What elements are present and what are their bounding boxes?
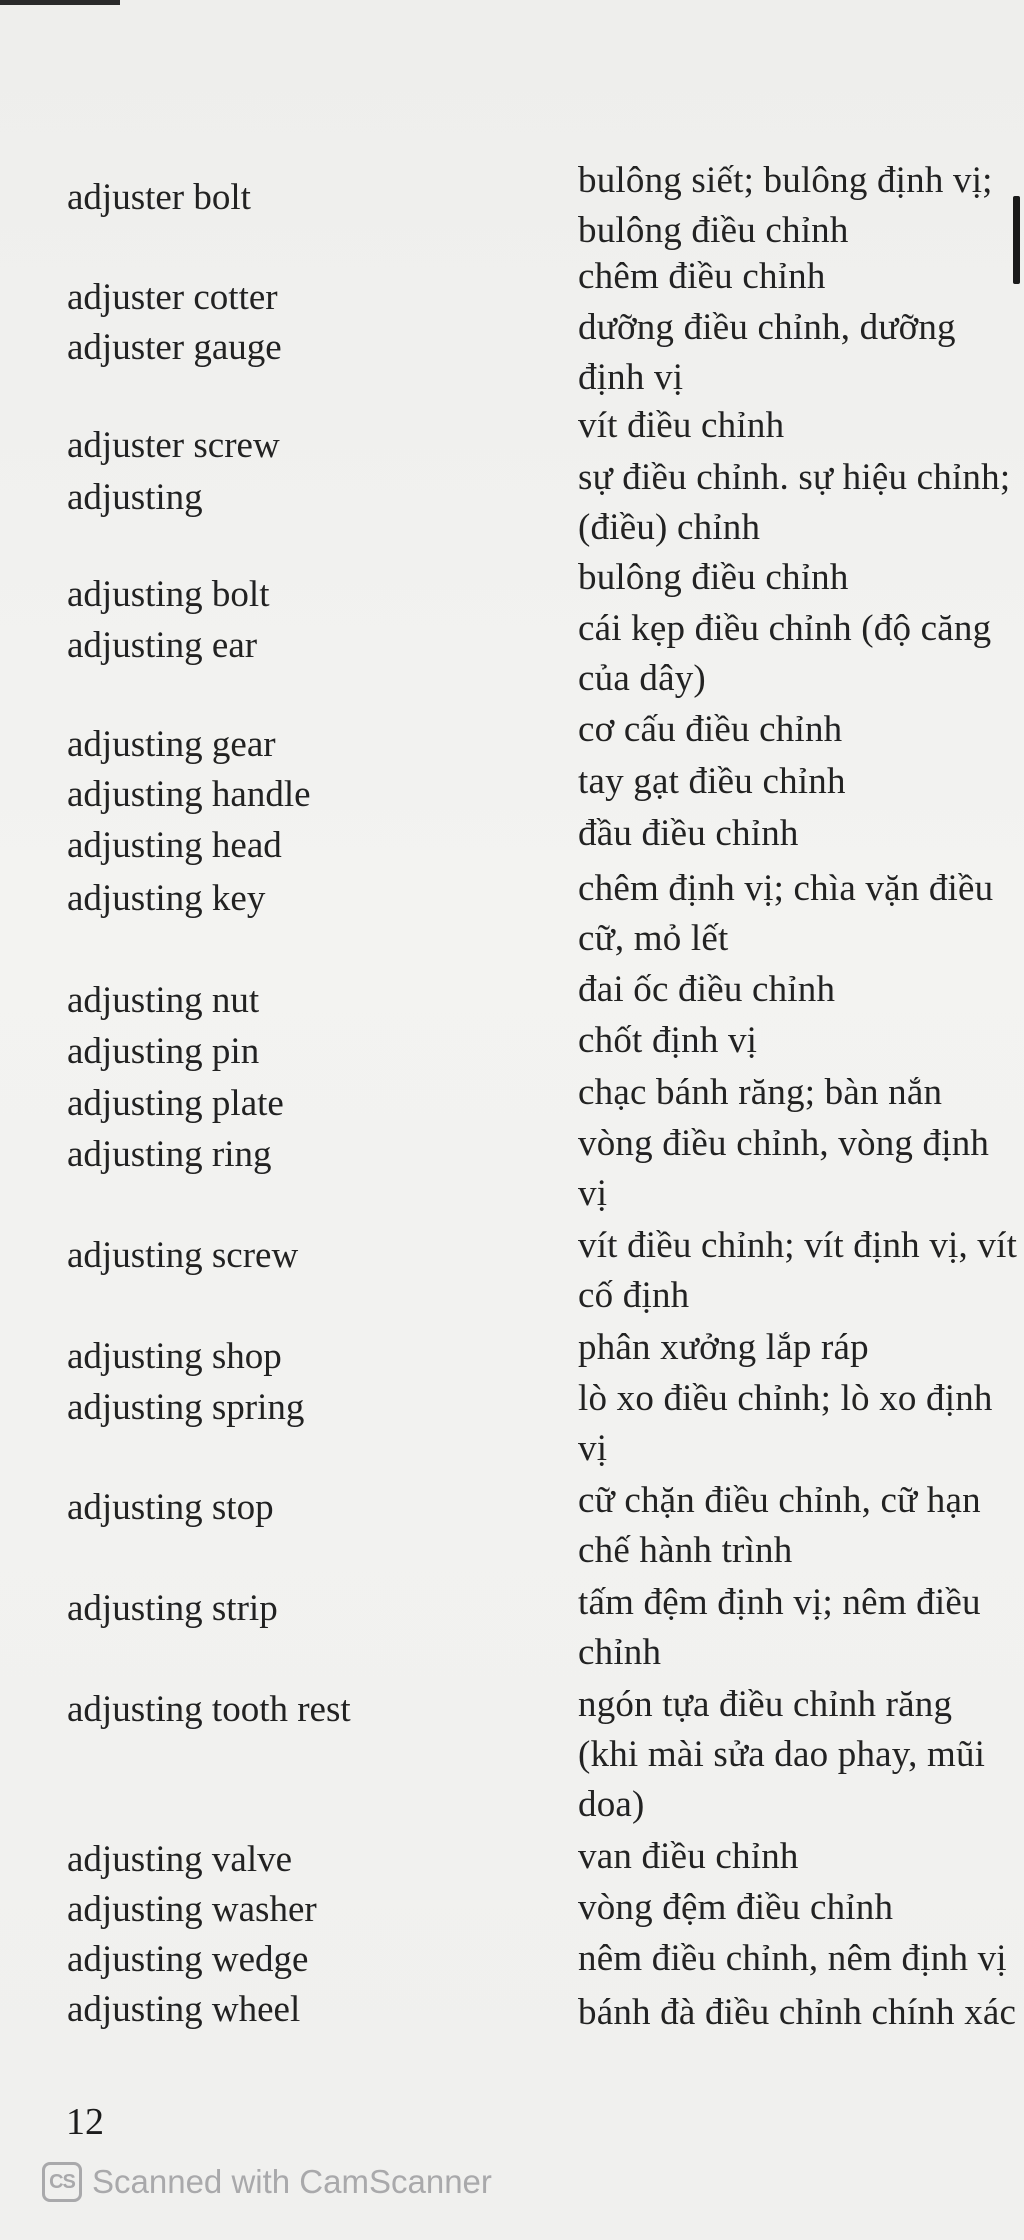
entry-term: adjusting ring <box>67 1134 272 1175</box>
entry-definition: bulông siết; bulông định vị; bulông điều chỉnh <box>578 160 993 251</box>
entry-definition: tay gạt điều chỉnh <box>578 761 846 802</box>
entry-definition: vòng điều chỉnh, vòng định vị <box>578 1123 990 1214</box>
entry-definition: ngón tựa điều chỉnh răng (khi mài sửa dao phay, mũi doa) <box>578 1684 986 1825</box>
entry-term: adjusting handle <box>67 774 311 815</box>
top-rule <box>0 0 120 5</box>
entry-term: adjusting pin <box>67 1031 260 1072</box>
entry-term: adjusting washer <box>67 1889 317 1930</box>
entry-term: adjuster cotter <box>67 277 278 318</box>
entry-term: adjusting plate <box>67 1083 284 1124</box>
entry-definition: sự điều chỉnh. sự hiệu chỉnh; (điều) chỉnh <box>578 457 1011 548</box>
entry-definition: bánh đà điều chỉnh chính xác <box>578 1992 1017 2033</box>
camscanner-watermark <box>42 2162 492 2202</box>
entry-term: adjusting wheel <box>67 1989 301 2030</box>
entry-definition: phân xưởng lắp ráp <box>578 1327 869 1368</box>
entry-definition: đai ốc điều chỉnh <box>578 969 836 1010</box>
camscanner-logo-icon: CS <box>42 2162 82 2202</box>
entry-term: adjusting head <box>67 825 282 866</box>
entry-term: adjusting screw <box>67 1235 299 1276</box>
entry-term: adjuster gauge <box>67 327 282 368</box>
entry-definition: dưỡng điều chỉnh, dưỡng định vị <box>578 307 956 398</box>
entry-definition: tấm đệm định vị; nêm điều chỉnh <box>578 1582 981 1673</box>
entry-definition: vòng đệm điều chỉnh <box>578 1887 894 1928</box>
entry-term: adjusting <box>67 477 203 518</box>
entry-term: adjusting nut <box>67 980 260 1021</box>
entry-definition: lò xo điều chỉnh; lò xo định vị <box>578 1378 993 1469</box>
entry-definition: nêm điều chỉnh, nêm định vị <box>578 1938 1007 1979</box>
entry-term: adjusting shop <box>67 1336 282 1377</box>
entry-definition: vít điều chỉnh <box>578 405 785 446</box>
entry-definition: bulông điều chỉnh <box>578 557 849 598</box>
entry-definition: cơ cấu điều chỉnh <box>578 709 843 750</box>
entry-term: adjusting stop <box>67 1487 274 1528</box>
entry-term: adjusting ear <box>67 625 258 666</box>
entry-definition: chêm định vị; chìa vặn điều cữ, mỏ lết <box>578 868 994 959</box>
page-number: 12 <box>66 2101 104 2143</box>
entry-definition: chạc bánh răng; bàn nắn <box>578 1072 943 1113</box>
entry-term: adjusting strip <box>67 1588 278 1629</box>
entry-definition: van điều chỉnh <box>578 1836 799 1877</box>
entry-definition: cữ chặn điều chỉnh, cữ hạn chế hành trình <box>578 1480 981 1571</box>
entry-term: adjusting valve <box>67 1839 293 1880</box>
entry-definition: cái kẹp điều chỉnh (độ căng của dây) <box>578 608 992 699</box>
entry-term: adjusting key <box>67 878 266 919</box>
entry-term: adjusting wedge <box>67 1939 309 1980</box>
entry-definition: chêm điều chỉnh <box>578 256 826 297</box>
entry-term: adjuster bolt <box>67 177 251 218</box>
entry-definition: đầu điều chỉnh <box>578 813 799 854</box>
entry-term: adjusting tooth rest <box>67 1689 351 1730</box>
entry-term: adjuster screw <box>67 425 280 466</box>
entry-definition: chốt định vị <box>578 1020 758 1061</box>
entry-definition: vít điều chỉnh; vít định vị, vít cố định <box>578 1225 1018 1316</box>
watermark-text: Scanned with CamScanner <box>92 2163 492 2200</box>
entry-term: adjusting gear <box>67 724 276 765</box>
entry-term: adjusting bolt <box>67 574 270 615</box>
entry-term: adjusting spring <box>67 1387 305 1428</box>
